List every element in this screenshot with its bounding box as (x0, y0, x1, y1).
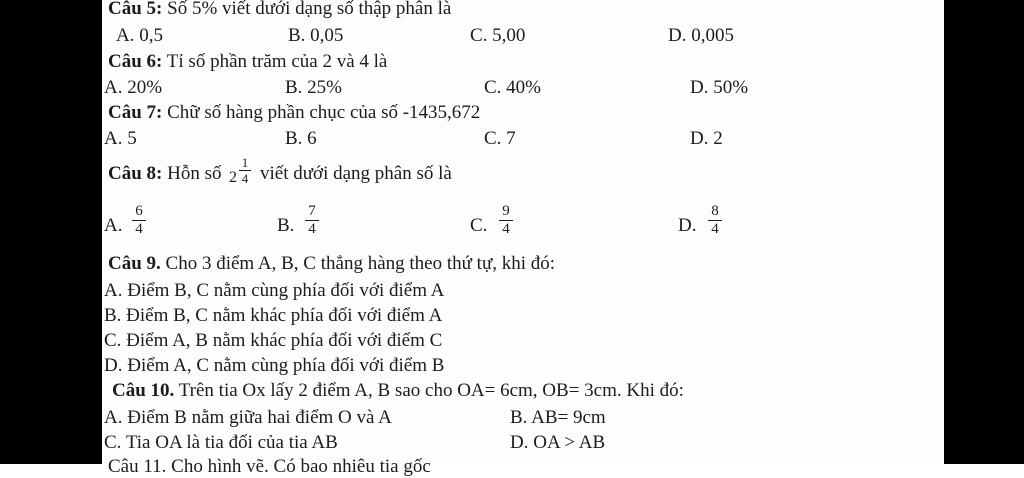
question-10 (112, 380, 684, 402)
q5-option-c[interactable]: C. 5,00 (470, 25, 526, 46)
question-7-label: Câu 7: (108, 102, 163, 123)
question-7 (108, 102, 480, 124)
q8-option-c-fraction[interactable] (499, 204, 513, 237)
q8-option-d-numerator: 8 (711, 203, 719, 219)
q10-option-c[interactable]: C. Tia OA là tia đối của tia AB (104, 432, 338, 453)
q7-option-b[interactable]: B. 6 (285, 128, 317, 149)
question-7-text: Chữ số hàng phần chục của số -1435,672 (167, 102, 481, 123)
question-8 (108, 163, 222, 185)
q8-option-b-fraction[interactable] (305, 204, 319, 237)
left-black-bar (0, 0, 102, 464)
q8-option-d-denominator: 4 (711, 221, 719, 237)
question-9 (108, 253, 555, 275)
question-5-label: Câu 5: (108, 0, 163, 19)
q6-option-a[interactable]: A. 20% (104, 77, 163, 98)
q5-option-a[interactable]: A. 0,5 (116, 25, 163, 46)
question-10-text: Trên tia Ox lấy 2 điểm A, B sao cho OA= 6cm, OB= 3cm. Khi đó: (178, 380, 684, 401)
question-6-text: Tỉ số phần trăm của 2 và 4 là (166, 51, 388, 72)
q7-option-c[interactable]: C. 7 (484, 128, 516, 149)
q6-option-d[interactable]: D. 50% (690, 77, 749, 98)
question-8-text-after: viết dưới dạng phân số là (260, 163, 452, 184)
q9-option-b[interactable]: B. Điểm B, C nằm khác phía đối với điểm A (104, 305, 443, 326)
mixed-number-numerator: 1 (241, 155, 249, 170)
q9-option-d[interactable]: D. Điểm A, C nằm cùng phía đối với điểm B (104, 355, 445, 376)
q10-option-a[interactable]: A. Điểm B nằm giữa hai điểm O và A (104, 407, 392, 428)
q10-option-b[interactable]: B. AB= 9cm (510, 407, 606, 428)
q7-option-d[interactable]: D. 2 (690, 128, 723, 149)
question-6-label: Câu 6: (108, 51, 163, 72)
q9-option-a[interactable]: A. Điểm B, C nằm cùng phía đối với điểm A (104, 280, 445, 301)
question-5 (108, 0, 451, 20)
cut-off-next-line: Câu 11. Cho hình vẽ. Có bao nhiêu tia gốc (108, 456, 431, 477)
q10-option-d[interactable]: D. OA > AB (510, 432, 606, 453)
q9-option-c[interactable]: C. Điểm A, B nằm khác phía đối với điểm C (104, 330, 443, 351)
q8-option-a-letter[interactable]: A. (104, 215, 123, 236)
q8-option-b-denominator: 4 (308, 221, 316, 237)
q8-option-b-letter[interactable]: B. (277, 215, 295, 236)
q6-option-c[interactable]: C. 40% (484, 77, 541, 98)
q8-option-a-numerator: 6 (135, 203, 143, 219)
q5-option-d[interactable]: D. 0,005 (668, 25, 734, 46)
q7-option-a[interactable]: A. 5 (104, 128, 137, 149)
q8-option-c-numerator: 9 (502, 203, 510, 219)
question-8-label: Câu 8: (108, 163, 163, 184)
question-9-label: Câu 9. (108, 253, 161, 274)
question-6 (108, 51, 387, 73)
q8-option-b-numerator: 7 (308, 203, 316, 219)
q8-option-c-denominator: 4 (502, 221, 510, 237)
mixed-number-whole: 2 (229, 169, 237, 186)
question-8-text-before: Hỗn số (167, 163, 222, 184)
q8-option-c-letter[interactable]: C. (470, 215, 488, 236)
q8-option-d-fraction[interactable] (708, 204, 722, 237)
question-5-text: Số 5% viết dưới dạng số thập phân là (167, 0, 452, 19)
q8-option-a-denominator: 4 (135, 221, 143, 237)
q8-option-d-letter[interactable]: D. (678, 215, 697, 236)
q5-option-b[interactable]: B. 0,05 (288, 25, 344, 46)
question-9-text: Cho 3 điểm A, B, C thẳng hàng theo thứ tự, khi đó: (165, 253, 556, 274)
q6-option-b[interactable]: B. 25% (285, 77, 342, 98)
question-10-label: Câu 10. (112, 380, 175, 401)
q8-option-a-fraction[interactable] (132, 204, 146, 237)
right-black-bar (944, 0, 1024, 464)
mixed-number-fraction (239, 156, 251, 185)
mixed-number-denominator: 4 (241, 171, 249, 186)
